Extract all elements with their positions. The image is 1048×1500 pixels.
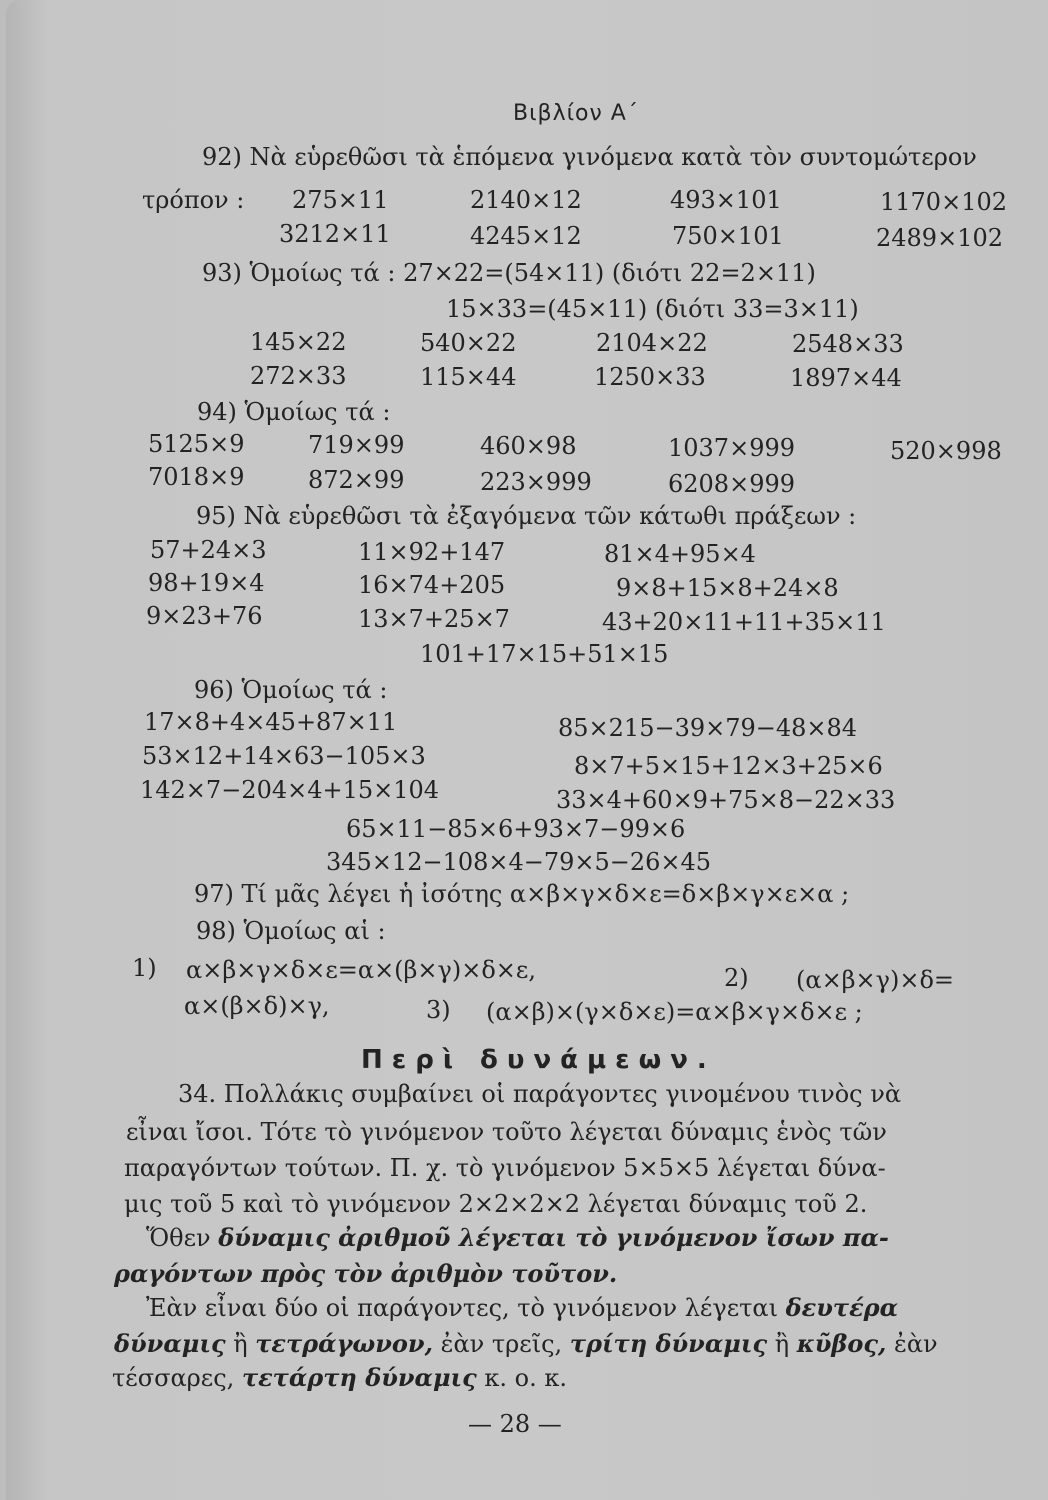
paragraph-line: παραγόντων τούτων. Π. χ. τὸ γινόμενον 5×5×5 λέγεται δύνα- xyxy=(124,1154,886,1182)
exercise-98-expression: (α×β×γ)×δ= xyxy=(796,966,955,994)
exercise-93-item: 1250×33 xyxy=(594,363,706,391)
paragraph-text: ἢ xyxy=(774,1330,790,1358)
term-text: δευτέρα xyxy=(785,1293,899,1322)
term-text: κῦβος, xyxy=(796,1329,887,1358)
exercise-96-item: 8×7+5×15+12×3+25×6 xyxy=(574,752,883,780)
exercise-96-item: 65×11−85×6+93×7−99×6 xyxy=(346,815,686,843)
exercise-93-item: 2104×22 xyxy=(596,329,708,357)
exercise-96-item: 345×12−108×4−79×5−26×45 xyxy=(326,848,712,876)
paragraph-text: κ. ο. κ. xyxy=(484,1364,568,1392)
paragraph-line xyxy=(146,1224,889,1252)
definition-text: ραγόντων πρὸς τὸν ἀριθμὸν τοῦτον. xyxy=(114,1259,618,1288)
exercise-95-item: 13×7+25×7 xyxy=(358,605,510,633)
exercise-92-item: 750×101 xyxy=(672,222,784,250)
exercise-95-item: 101+17×15+51×15 xyxy=(420,640,669,668)
exercise-94-item: 223×999 xyxy=(480,468,592,496)
term-text: δύναμις xyxy=(114,1329,226,1358)
exercise-93-item: 115×44 xyxy=(420,363,517,391)
exercise-96-item: 17×8+4×45+87×11 xyxy=(144,708,398,736)
exercise-93-line: 15×33=(45×11) (διότι 33=3×11) xyxy=(446,295,859,323)
term-text: τρίτη δύναμις xyxy=(569,1329,768,1358)
exercise-95-item: 9×8+15×8+24×8 xyxy=(616,574,839,602)
exercise-93-item: 2548×33 xyxy=(792,330,904,358)
running-header: Βιβλίον Α΄ xyxy=(513,101,639,126)
exercise-96-intro: 96) Ὁμοίως τά : xyxy=(194,676,388,704)
exercise-92-label: τρόπον : xyxy=(142,186,245,214)
paragraph-text: ἐὰν τρεῖς, xyxy=(440,1330,563,1358)
exercise-92-item: 493×101 xyxy=(670,186,782,214)
paragraph-line xyxy=(114,1260,617,1288)
paragraph-line: μις τοῦ 5 καὶ τὸ γινόμενον 2×2×2×2 λέγεται δύναμις τοῦ 2. xyxy=(124,1190,868,1218)
exercise-98-number: 2) xyxy=(724,964,749,992)
exercise-93-line: 93) Ὁμοίως τά : 27×22=(54×11) (διότι 22=2×11) xyxy=(202,259,816,287)
paragraph-text: ἐὰν xyxy=(893,1330,938,1358)
paragraph-line: 34. Πολλάκις συμβαίνει οἱ παράγοντες γινομένου τινὸς νὰ xyxy=(178,1080,902,1108)
exercise-94-item: 719×99 xyxy=(308,431,405,459)
exercise-93-item: 540×22 xyxy=(420,329,517,357)
exercise-96-item: 85×215−39×79−48×84 xyxy=(558,714,858,742)
exercise-98-expression: α×(β×δ)×γ, xyxy=(184,992,330,1020)
exercise-93-item: 145×22 xyxy=(250,328,347,356)
page-number: — 28 — xyxy=(468,1410,562,1438)
exercise-96-item: 53×12+14×63−105×3 xyxy=(142,742,426,770)
exercise-98-expression: (α×β)×(γ×δ×ε)=α×β×γ×δ×ε ; xyxy=(486,998,863,1026)
exercise-92-intro: 92) Νὰ εὑρεθῶσι τὰ ἑπόμενα γινόμενα κατὰ τὸν συντομώτερον xyxy=(202,143,977,171)
term-text: τετράγωνον, xyxy=(255,1329,433,1358)
book-page xyxy=(6,0,1048,1500)
exercise-94-item: 5125×9 xyxy=(148,430,245,458)
paragraph-text: Ὅθεν xyxy=(146,1224,211,1252)
exercise-95-intro: 95) Νὰ εὑρεθῶσι τὰ ἐξαγόμενα τῶν κάτωθι πράξεων : xyxy=(196,502,857,530)
exercise-94-item: 6208×999 xyxy=(668,470,795,498)
paragraph-line xyxy=(114,1330,938,1358)
exercise-94-item: 872×99 xyxy=(308,466,405,494)
exercise-98-expression: α×β×γ×δ×ε=α×(β×γ)×δ×ε, xyxy=(186,956,536,984)
paragraph-text: ἢ xyxy=(233,1330,248,1358)
exercise-95-item: 98+19×4 xyxy=(148,569,265,597)
exercise-97: 97) Τί μᾶς λέγει ἡ ἰσότης α×β×γ×δ×ε=δ×β×γ×ε×α ; xyxy=(194,880,850,908)
exercise-94-item: 1037×999 xyxy=(668,434,795,462)
exercise-98-number: 3) xyxy=(426,996,451,1024)
exercise-92-item: 275×11 xyxy=(292,186,389,214)
exercise-92-item: 4245×12 xyxy=(470,222,582,250)
exercise-95-item: 9×23+76 xyxy=(146,602,263,630)
exercise-94-item: 520×998 xyxy=(890,437,1002,465)
term-text: τετάρτη δύναμις xyxy=(241,1363,477,1392)
paragraph-text: τέσσαρες, xyxy=(112,1364,235,1392)
exercise-98-number: 1) xyxy=(132,954,157,982)
paragraph-line xyxy=(112,1364,567,1392)
exercise-92-item: 1170×102 xyxy=(880,188,1007,216)
exercise-92-item: 2489×102 xyxy=(876,224,1003,252)
exercise-96-item: 33×4+60×9+75×8−22×33 xyxy=(556,786,896,814)
exercise-92-item: 2140×12 xyxy=(470,186,582,214)
paragraph-line xyxy=(146,1294,898,1322)
exercise-94-intro: 94) Ὁμοίως τά : xyxy=(197,398,391,426)
exercise-98-intro: 98) Ὁμοίως αἱ : xyxy=(196,917,386,945)
exercise-95-item: 81×4+95×4 xyxy=(604,540,756,568)
paragraph-text: Ἐὰν εἶναι δύο οἱ παράγοντες, τὸ γινόμενον λέγεται xyxy=(146,1294,779,1322)
paragraph-line: εἶναι ἴσοι. Τότε τὸ γινόμενον τοῦτο λέγεται δύναμις ἑνὸς τῶν xyxy=(126,1118,887,1146)
section-title: Περὶ δυνάμεων. xyxy=(361,1045,716,1075)
exercise-94-item: 460×98 xyxy=(480,432,577,460)
exercise-93-item: 1897×44 xyxy=(790,364,902,392)
exercise-95-item: 11×92+147 xyxy=(358,538,506,566)
exercise-92-item: 3212×11 xyxy=(279,220,391,248)
exercise-95-item: 43+20×11+11+35×11 xyxy=(602,608,886,636)
exercise-95-item: 57+24×3 xyxy=(150,536,267,564)
definition-text: δύναμις ἀριθμοῦ λέγεται τὸ γινόμενον ἴσων πα- xyxy=(218,1223,889,1252)
exercise-94-item: 7018×9 xyxy=(148,463,245,491)
exercise-95-item: 16×74+205 xyxy=(358,571,506,599)
exercise-93-item: 272×33 xyxy=(250,362,347,390)
exercise-96-item: 142×7−204×4+15×104 xyxy=(140,776,440,804)
